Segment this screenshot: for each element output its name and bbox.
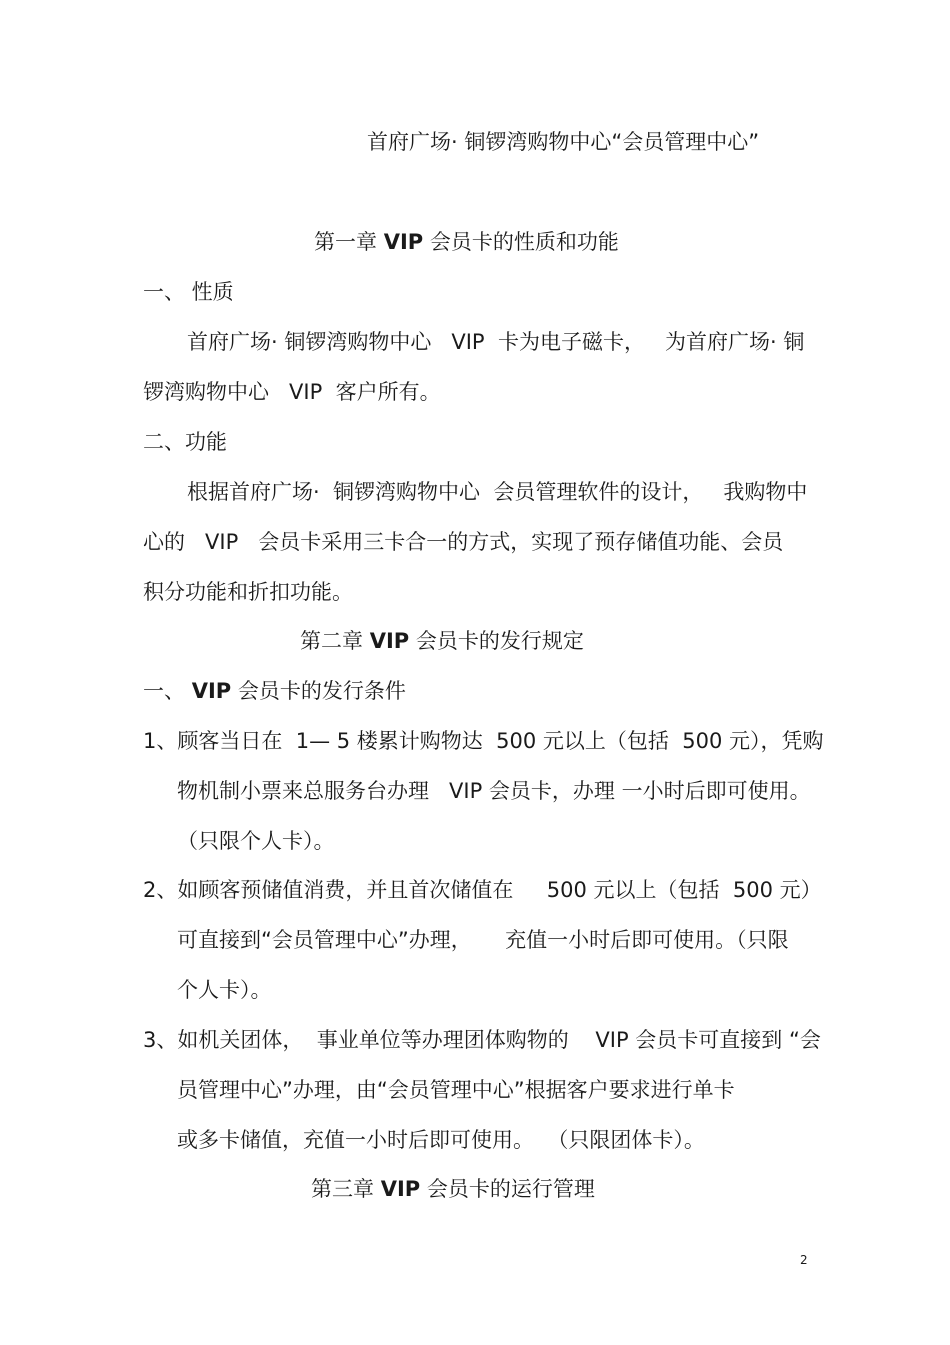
item-2-line: 可直接到“会员管理中心”办理， 充值一小时后即可使用。（只限 <box>177 928 789 952</box>
chapter-2-subsection-title <box>143 676 406 706</box>
item-1-line: 1、顾客当日在 1— 5 楼累计购物达 500 元以上（包括 500 元），凭购 <box>143 729 824 753</box>
page-number: 2 <box>800 1253 808 1267</box>
chapter-1-suffix: 会员卡的性质和功能 <box>423 230 619 254</box>
chapter-1-title <box>314 227 619 257</box>
item-1-line: （只限个人卡）。 <box>177 829 335 853</box>
section-2-paragraph-line: 根据首府广场· 铜锣湾购物中心 会员管理软件的设计， 我购物中 <box>187 480 808 504</box>
section-1-title: 一、 性质 <box>143 280 234 304</box>
chapter-2-subsection-prefix: 一、 <box>143 679 192 703</box>
chapter-1-vip: VIP <box>383 230 424 254</box>
chapter-2-title <box>300 626 584 656</box>
item-3-line: 3、如机关团体， 事业单位等办理团体购物的 VIP 会员卡可直接到 “会 <box>143 1028 821 1052</box>
item-2-line: 2、如顾客预储值消费，并且首次储值在 500 元以上（包括 500 元） <box>143 878 822 902</box>
chapter-2-subsection-suffix: 会员卡的发行条件 <box>231 679 406 703</box>
chapter-3-vip: VIP <box>380 1177 421 1201</box>
chapter-2-subsection-vip: VIP <box>191 679 232 703</box>
chapter-2-vip: VIP <box>369 629 410 653</box>
section-2-paragraph-line: 心的 VIP 会员卡采用三卡合一的方式，实现了预存储值功能、会员 <box>143 530 784 554</box>
item-1-line: 物机制小票来总服务台办理 VIP 会员卡，办理 一小时后即可使用。 <box>177 779 811 803</box>
section-2-paragraph-line: 积分功能和折扣功能。 <box>143 580 353 604</box>
chapter-3-suffix: 会员卡的运行管理 <box>420 1177 595 1201</box>
item-3-line: 或多卡储值，充值一小时后即可使用。 （只限团体卡）。 <box>177 1128 705 1152</box>
section-1-paragraph-line: 锣湾购物中心 VIP 客户所有。 <box>143 380 441 404</box>
chapter-1-prefix: 第一章 <box>314 230 384 254</box>
chapter-2-suffix: 会员卡的发行规定 <box>409 629 584 653</box>
document-header-title: 首府广场· 铜锣湾购物中心“会员管理中心” <box>367 130 760 154</box>
item-3-line: 员管理中心”办理，由“会员管理中心”根据客户要求进行单卡 <box>177 1078 735 1102</box>
chapter-3-prefix: 第三章 <box>311 1177 381 1201</box>
section-1-paragraph-line: 首府广场· 铜锣湾购物中心 VIP 卡为电子磁卡， 为首府广场· 铜 <box>187 330 805 354</box>
chapter-2-prefix: 第二章 <box>300 629 370 653</box>
section-2-title: 二、功能 <box>143 430 227 454</box>
item-2-line: 个人卡）。 <box>177 978 272 1002</box>
chapter-3-title <box>311 1174 595 1204</box>
